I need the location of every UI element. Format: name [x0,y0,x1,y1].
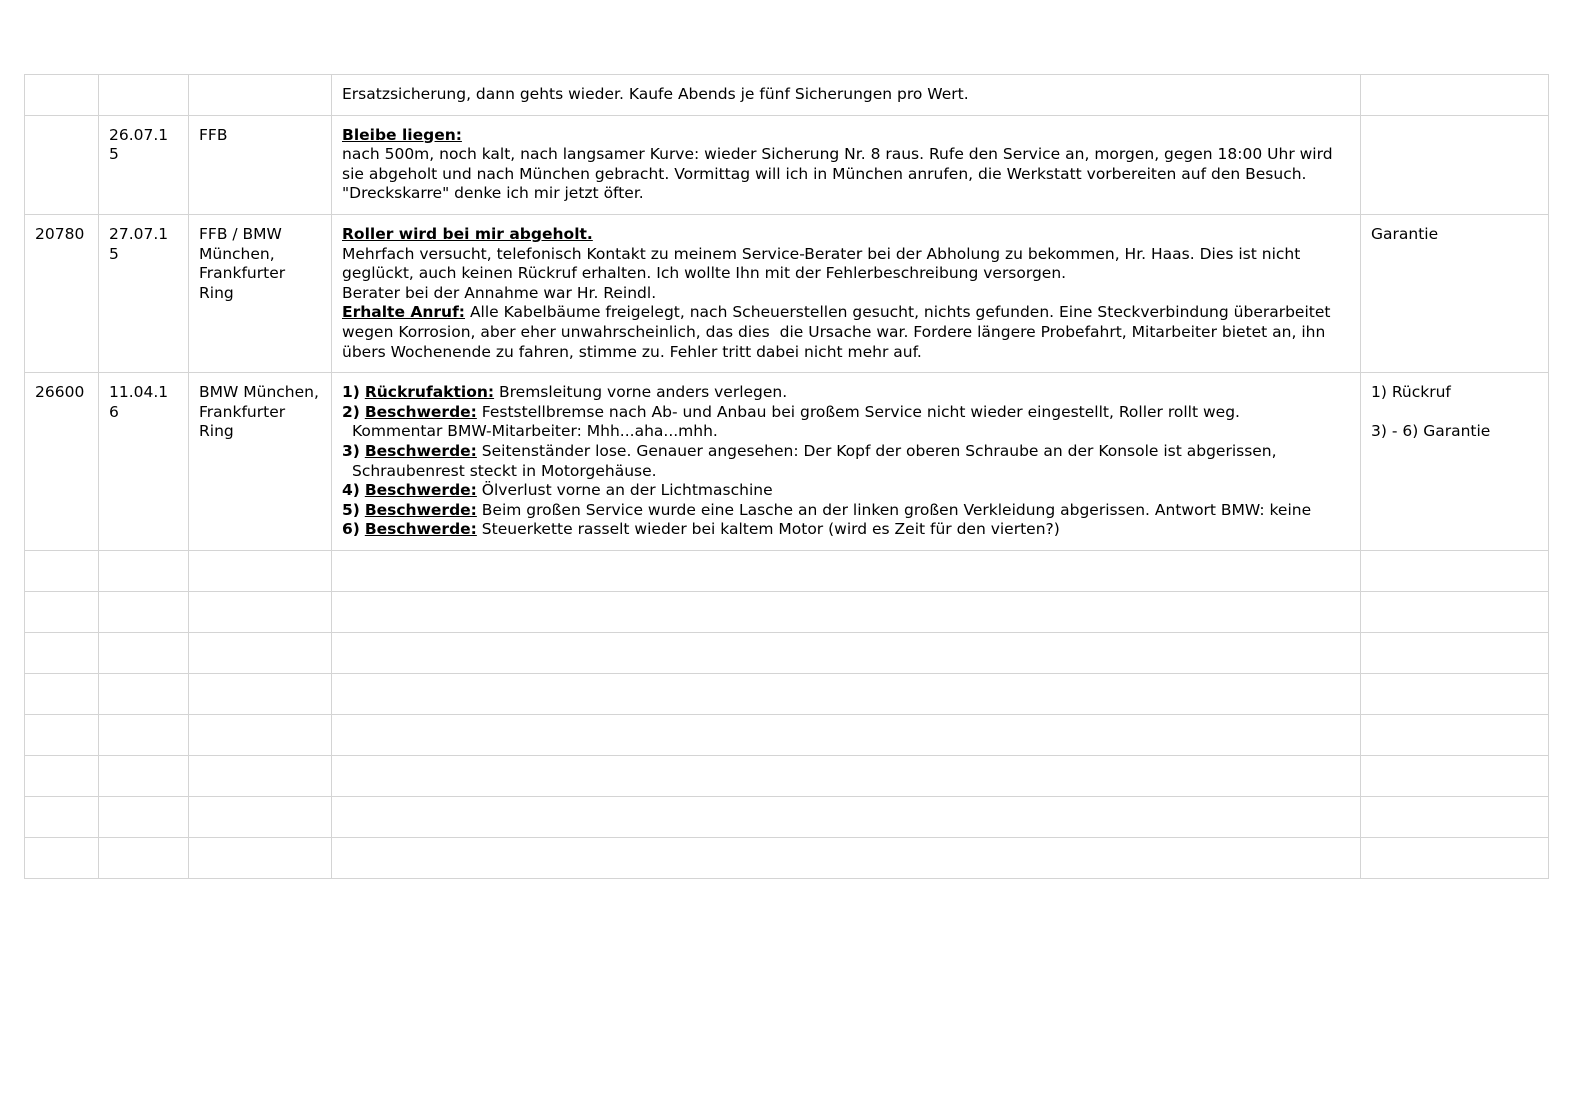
empty-cell [99,550,189,591]
empty-cell [99,714,189,755]
empty-table-row [25,591,1549,632]
date-cell [99,75,189,116]
item-label: Beschwerde: [364,500,477,519]
call-text: Alle Kabelbäume freigelegt, nach Scheuerstellen gesucht, nichts gefunden. Eine Steckverbindung überarbeitet wegen Korrosion, aber eher unwahrscheinlich, das dies die Ursache war. Fordere längere Probefahrt, Mitarbeiter bietet an, ihn übers Wochenende zu fahren, stimme zu. Fehler tritt dabei nicht mehr auf. [342,303,1336,361]
empty-cell [25,755,99,796]
note-line: 1) Rückruf [1371,383,1451,402]
item-subline: Kommentar BMW-Mitarbeiter: Mhh...aha...mhh. [352,422,718,441]
note-cell: Garantie [1361,214,1549,372]
empty-cell [332,673,1361,714]
description-line: "Dreckskarre" denke ich mir jetzt öfter. [342,184,644,203]
empty-cell [25,837,99,878]
service-log-table [24,74,1549,879]
empty-cell [25,550,99,591]
empty-cell [189,796,332,837]
table-row [25,214,1549,372]
empty-cell [25,591,99,632]
call-label: Erhalte Anruf: [342,303,466,322]
empty-cell [189,591,332,632]
item-number: 1) [342,383,360,402]
table-row [25,75,1549,116]
item-label: Beschwerde: [364,402,477,421]
empty-cell [25,673,99,714]
table-row [25,373,1549,551]
empty-cell [99,755,189,796]
date-cell: 26.07.15 [99,115,189,214]
item-text: Feststellbremse nach Ab- und Anbau bei großem Service nicht wieder eingestellt, Roller rollt weg. [476,402,1240,421]
item-text: Steuerkette rasselt wieder bei kaltem Motor (wird es Zeit für den vierten?) [476,520,1060,539]
place-cell: BMW München, Frankfurter Ring [189,373,332,551]
empty-cell [332,796,1361,837]
list-item [342,403,1350,423]
empty-cell [332,632,1361,673]
empty-cell [99,673,189,714]
list-item [342,383,1350,403]
place-cell: FFB [189,115,332,214]
empty-cell [332,755,1361,796]
item-number: 2) [342,402,360,421]
date-cell: 27.07.15 [99,214,189,372]
km-cell [25,75,99,116]
empty-cell [1361,632,1549,673]
km-cell: 26600 [25,373,99,551]
empty-cell [25,632,99,673]
empty-cell [99,837,189,878]
description-cell [332,115,1361,214]
item-text: Ölverlust vorne an der Lichtmaschine [476,481,773,500]
item-label: Beschwerde: [364,441,477,460]
note-line: 3) - 6) Garantie [1371,422,1491,441]
empty-cell [332,591,1361,632]
empty-cell [189,714,332,755]
empty-cell [1361,673,1549,714]
list-item [342,520,1350,540]
empty-cell [1361,714,1549,755]
place-cell [189,75,332,116]
note-cell [1361,75,1549,116]
item-text: Seitenständer lose. Genauer angesehen: Der Kopf der oberen Schraube an der Konsole ist abgerissen, [476,441,1277,460]
empty-cell [99,632,189,673]
item-label: Beschwerde: [364,481,477,500]
empty-cell [189,837,332,878]
empty-cell [1361,796,1549,837]
empty-cell [332,550,1361,591]
empty-cell [25,714,99,755]
date-cell: 11.04.16 [99,373,189,551]
description-cell [332,373,1361,551]
call-line [342,303,1350,362]
description-line: Mehrfach versucht, telefonisch Kontakt zu meinem Service-Berater bei der Abholung zu bekommen, Hr. Haas. Dies ist nicht geglückt, auch keinen Rückruf erhalten. Ich wollte Ihn mit der Fehlerbeschreibung versorgen. [342,244,1306,283]
entry-heading: Roller wird bei mir abgeholt. [342,224,593,243]
empty-table-row [25,550,1549,591]
empty-cell [332,714,1361,755]
note-line [1371,403,1538,423]
empty-cell [25,796,99,837]
empty-table-row [25,714,1549,755]
empty-cell [99,796,189,837]
empty-table-row [25,673,1549,714]
note-cell [1361,115,1549,214]
empty-table-row [25,632,1549,673]
description-line: Ersatzsicherung, dann gehts wieder. Kaufe Abends je fünf Sicherungen pro Wert. [342,85,969,103]
table-row [25,115,1549,214]
empty-cell [1361,591,1549,632]
item-number: 3) [342,441,360,460]
entry-heading: Bleibe liegen: [342,125,462,144]
list-item [342,501,1350,521]
empty-cell [189,550,332,591]
description-cell [332,214,1361,372]
empty-cell [189,673,332,714]
place-cell: FFB / BMW München, Frankfurter Ring [189,214,332,372]
empty-cell [189,632,332,673]
empty-table-row [25,755,1549,796]
empty-cell [1361,755,1549,796]
empty-table-row [25,837,1549,878]
note-cell [1361,373,1549,551]
item-text: Beim großen Service wurde eine Lasche an der linken großen Verkleidung abgerissen. Antwort BMW: keine [476,500,1312,519]
item-text: Bremsleitung vorne anders verlegen. [494,383,788,402]
description-line: nach 500m, noch kalt, nach langsamer Kurve: wieder Sicherung Nr. 8 raus. Rufe den Service an, morgen, gegen 18:00 Uhr wird sie abgeholt und nach München gebracht. Vormittag will ich in München anrufen, die Werkstatt vorbereiten auf den Besuch. [342,145,1338,183]
item-label: Beschwerde: [364,520,477,539]
empty-cell [1361,837,1549,878]
empty-table-row [25,796,1549,837]
item-label: Rückrufaktion: [364,383,495,402]
empty-cell [1361,550,1549,591]
empty-cell [99,591,189,632]
empty-cell [189,755,332,796]
item-subline: Schraubenrest steckt in Motorgehäuse. [352,461,657,480]
item-number: 6) [342,520,360,539]
km-cell: 20780 [25,214,99,372]
description-cell [332,75,1361,116]
item-number: 4) [342,481,360,500]
description-line: Berater bei der Annahme war Hr. Reindl. [342,283,657,302]
km-cell [25,115,99,214]
list-item [342,481,1350,501]
item-number: 5) [342,500,360,519]
empty-cell [332,837,1361,878]
list-item [342,442,1350,462]
